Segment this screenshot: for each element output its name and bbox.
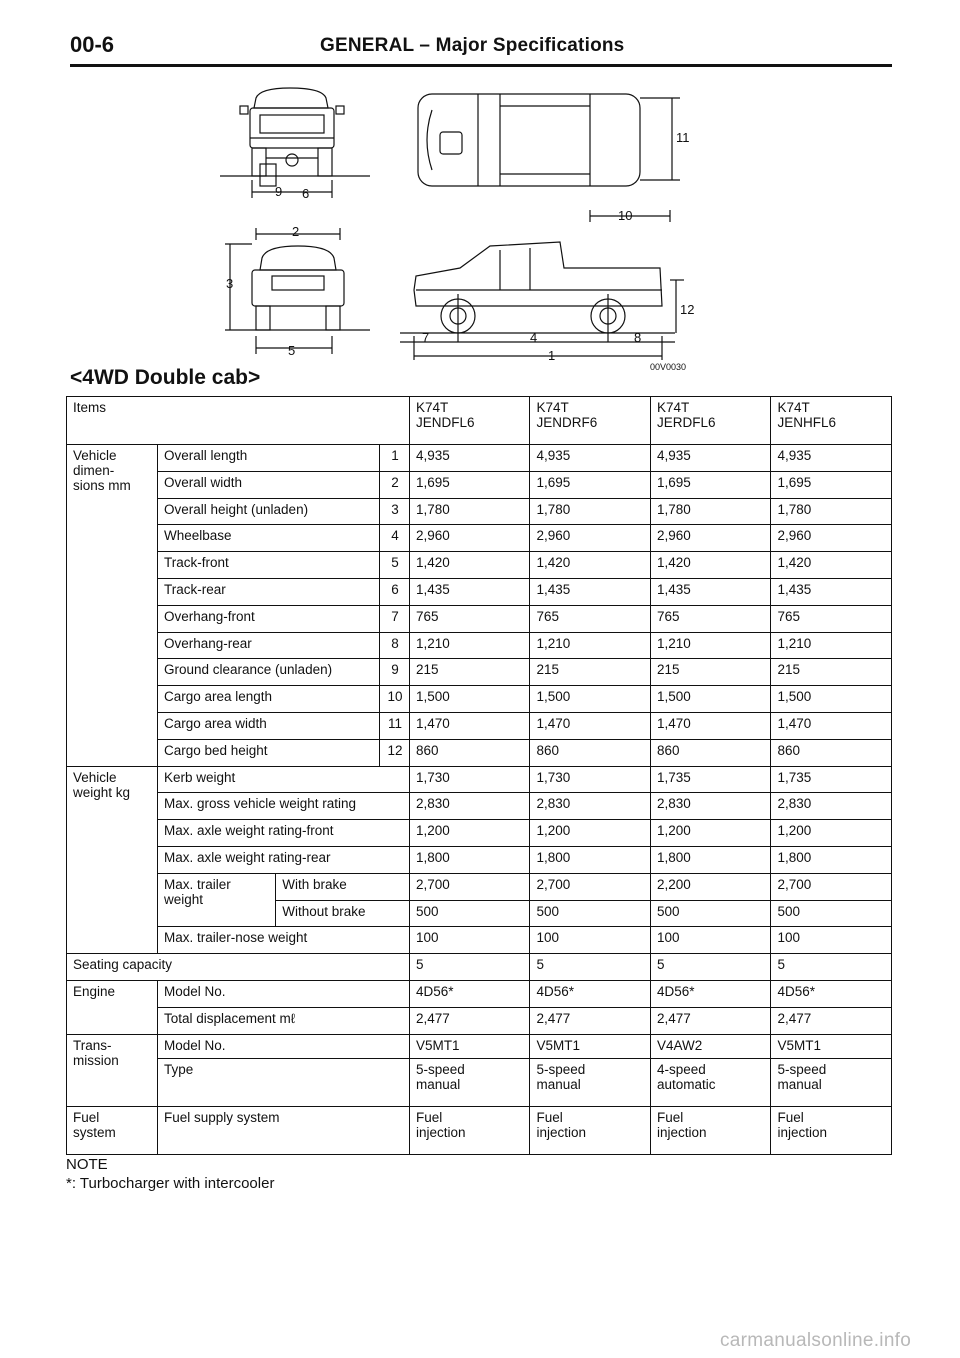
front-view-drawing — [225, 228, 370, 354]
cell-value: 1,780 — [771, 498, 892, 525]
cell-value: 2,960 — [771, 525, 892, 552]
table-row — [67, 793, 892, 820]
row-label: Overhang-front — [157, 605, 379, 632]
table-row — [67, 980, 892, 1007]
items-header: Items — [67, 397, 410, 445]
table-row — [67, 605, 892, 632]
side-view-drawing — [400, 210, 684, 360]
row-label: Ground clearance (unladen) — [157, 659, 379, 686]
cell-value: 765 — [771, 605, 892, 632]
row-label: Max. trailer-nose weight — [157, 927, 409, 954]
note-text: *: Turbocharger with intercooler — [66, 1175, 275, 1192]
model-header: K74T JERDFL6 — [651, 397, 771, 445]
cell-value: 1,470 — [651, 712, 771, 739]
cell-value: 1,420 — [771, 552, 892, 579]
row-label: Overall width — [157, 471, 379, 498]
cell-value: 1,695 — [771, 471, 892, 498]
cell-value: 2,830 — [651, 793, 771, 820]
row-label: Max. trailer weight — [157, 873, 275, 927]
dim-label-3: 3 — [226, 276, 234, 291]
cell-value: 1,695 — [530, 471, 651, 498]
model-header: K74T JENHFL6 — [771, 397, 892, 445]
table-row — [67, 846, 892, 873]
cell-value: 4,935 — [771, 445, 892, 472]
cell-value: 1,210 — [651, 632, 771, 659]
row-label: Type — [157, 1058, 409, 1106]
row-label: Overall height (unladen) — [157, 498, 379, 525]
group-label: Engine — [67, 980, 158, 1034]
cell-value: 4D56* — [530, 980, 651, 1007]
cell-value: 1,470 — [771, 712, 892, 739]
table-row — [67, 552, 892, 579]
dim-label-11: 11 — [676, 130, 690, 145]
table-row — [67, 712, 892, 739]
cell-value: 765 — [409, 605, 529, 632]
watermark: carmanualsonline.info — [720, 1330, 912, 1351]
row-label: Track-rear — [157, 578, 379, 605]
cell-value: V4AW2 — [651, 1034, 771, 1058]
cell-value: 2,477 — [530, 1007, 651, 1034]
cell-value: 100 — [771, 927, 892, 954]
cell-value: 765 — [651, 605, 771, 632]
cell-value: 4,935 — [651, 445, 771, 472]
group-label: Fuel system — [67, 1106, 158, 1154]
cell-value: 215 — [530, 659, 651, 686]
row-label: Fuel supply system — [157, 1106, 409, 1154]
cell-value: 2,960 — [409, 525, 529, 552]
cell-value: 100 — [530, 927, 651, 954]
cell-value: V5MT1 — [530, 1034, 651, 1058]
cell-value: 2,830 — [409, 793, 529, 820]
table-row — [67, 739, 892, 766]
cell-value: 4,935 — [530, 445, 651, 472]
cell-value: 860 — [771, 739, 892, 766]
dim-label-2: 2 — [292, 224, 300, 239]
page-title: GENERAL – Major Specifications — [320, 35, 625, 56]
table-row — [67, 1058, 892, 1106]
cell-value: 1,780 — [409, 498, 529, 525]
row-number: 4 — [380, 525, 410, 552]
table-row — [67, 873, 892, 900]
cell-value: 1,200 — [530, 820, 651, 847]
dim-label-12: 12 — [680, 302, 695, 317]
section-heading: <4WD Double cab> — [70, 366, 261, 389]
cell-value: 100 — [651, 927, 771, 954]
cell-value: 860 — [651, 739, 771, 766]
cell-value: 4D56* — [771, 980, 892, 1007]
vehicle-dimensions-diagram — [200, 80, 720, 372]
table-header-row — [67, 397, 892, 445]
cell-value: 5 — [530, 954, 651, 981]
page-header — [70, 30, 892, 67]
row-label: Model No. — [157, 980, 409, 1007]
row-number: 2 — [380, 471, 410, 498]
row-number: 6 — [380, 578, 410, 605]
top-view-drawing — [418, 94, 680, 186]
cell-value: 4,935 — [409, 445, 529, 472]
cell-value: 5-speed manual — [530, 1058, 651, 1106]
cell-value: Fuel injection — [651, 1106, 771, 1154]
row-number: 10 — [380, 686, 410, 713]
model-header: K74T JENDRF6 — [530, 397, 651, 445]
page-number: 00-6 — [70, 32, 115, 57]
specifications-table — [66, 396, 892, 1155]
cell-value: 1,435 — [530, 578, 651, 605]
cell-value: 5 — [651, 954, 771, 981]
cell-value: 1,800 — [651, 846, 771, 873]
table-row — [67, 632, 892, 659]
table-row — [67, 525, 892, 552]
cell-value: 5 — [771, 954, 892, 981]
cell-value: 1,420 — [530, 552, 651, 579]
cell-value: 1,695 — [409, 471, 529, 498]
cell-value: 500 — [530, 900, 651, 927]
cell-value: Fuel injection — [530, 1106, 651, 1154]
table-row — [67, 1034, 892, 1058]
cell-value: 1,735 — [771, 766, 892, 793]
cell-value: 2,477 — [651, 1007, 771, 1034]
cell-value: 500 — [771, 900, 892, 927]
row-label: Seating capacity — [67, 954, 410, 981]
cell-value: 2,477 — [409, 1007, 529, 1034]
table-row — [67, 578, 892, 605]
dim-label-8: 8 — [634, 330, 642, 345]
cell-value: 1,435 — [651, 578, 771, 605]
cell-value: 5-speed manual — [409, 1058, 529, 1106]
cell-value: 860 — [530, 739, 651, 766]
row-number: 9 — [380, 659, 410, 686]
cell-value: 1,200 — [651, 820, 771, 847]
cell-value: 2,830 — [771, 793, 892, 820]
cell-value: 1,780 — [651, 498, 771, 525]
cell-value: V5MT1 — [771, 1034, 892, 1058]
row-number: 1 — [380, 445, 410, 472]
note-title: NOTE — [66, 1156, 108, 1173]
dim-label-5: 5 — [288, 343, 296, 358]
cell-value: 500 — [409, 900, 529, 927]
cell-value: 4D56* — [409, 980, 529, 1007]
cell-value: Fuel injection — [771, 1106, 892, 1154]
cell-value: 1,210 — [409, 632, 529, 659]
cell-value: 1,800 — [771, 846, 892, 873]
table-row — [67, 445, 892, 472]
dim-label-9: 9 — [275, 184, 283, 199]
row-label: Max. axle weight rating-front — [157, 820, 409, 847]
group-label: Vehicle weight kg — [67, 766, 158, 954]
table-row — [67, 927, 892, 954]
cell-value: 2,200 — [651, 873, 771, 900]
sub-row-label: Without brake — [276, 900, 410, 927]
cell-value: 1,695 — [651, 471, 771, 498]
row-label: Overall length — [157, 445, 379, 472]
cell-value: 1,200 — [409, 820, 529, 847]
row-label: Cargo bed height — [157, 739, 379, 766]
row-label: Wheelbase — [157, 525, 379, 552]
cell-value: 765 — [530, 605, 651, 632]
cell-value: 1,800 — [530, 846, 651, 873]
cell-value: 1,435 — [409, 578, 529, 605]
table-row — [67, 954, 892, 981]
cell-value: 1,730 — [409, 766, 529, 793]
row-number: 12 — [380, 739, 410, 766]
row-number: 7 — [380, 605, 410, 632]
row-number: 5 — [380, 552, 410, 579]
table-row — [67, 1007, 892, 1034]
table-row — [67, 766, 892, 793]
group-label: Trans- mission — [67, 1034, 158, 1106]
cell-value: 2,700 — [409, 873, 529, 900]
cell-value: 2,830 — [530, 793, 651, 820]
cell-value: Fuel injection — [409, 1106, 529, 1154]
cell-value: 1,420 — [409, 552, 529, 579]
cell-value: 1,200 — [771, 820, 892, 847]
cell-value: 5-speed manual — [771, 1058, 892, 1106]
table-row — [67, 820, 892, 847]
cell-value: 2,960 — [530, 525, 651, 552]
cell-value: 1,420 — [651, 552, 771, 579]
row-number: 8 — [380, 632, 410, 659]
cell-value: V5MT1 — [409, 1034, 529, 1058]
cell-value: 2,700 — [530, 873, 651, 900]
row-label: Kerb weight — [157, 766, 409, 793]
cell-value: 1,210 — [771, 632, 892, 659]
table-row — [67, 1106, 892, 1154]
row-label: Track-front — [157, 552, 379, 579]
row-number: 11 — [380, 712, 410, 739]
cell-value: 1,730 — [530, 766, 651, 793]
table-row — [67, 686, 892, 713]
cell-value: 100 — [409, 927, 529, 954]
cell-value: 1,500 — [651, 686, 771, 713]
cell-value: 1,500 — [771, 686, 892, 713]
row-label: Total displacement mℓ — [157, 1007, 409, 1034]
cell-value: 1,800 — [409, 846, 529, 873]
cell-value: 1,735 — [651, 766, 771, 793]
cell-value: 1,470 — [530, 712, 651, 739]
cell-value: 5 — [409, 954, 529, 981]
cell-value: 1,470 — [409, 712, 529, 739]
dim-label-7: 7 — [422, 330, 430, 345]
cell-value: 2,700 — [771, 873, 892, 900]
cell-value: 215 — [771, 659, 892, 686]
cell-value: 860 — [409, 739, 529, 766]
cell-value: 215 — [651, 659, 771, 686]
row-label: Max. axle weight rating-rear — [157, 846, 409, 873]
cell-value: 4-speed automatic — [651, 1058, 771, 1106]
cell-value: 2,477 — [771, 1007, 892, 1034]
row-number: 3 — [380, 498, 410, 525]
row-label: Model No. — [157, 1034, 409, 1058]
cell-value: 4D56* — [651, 980, 771, 1007]
row-label: Max. gross vehicle weight rating — [157, 793, 409, 820]
cell-value: 1,435 — [771, 578, 892, 605]
table-row — [67, 498, 892, 525]
dim-label-6: 6 — [302, 186, 310, 201]
cell-value: 1,500 — [530, 686, 651, 713]
cell-value: 215 — [409, 659, 529, 686]
row-label: Overhang-rear — [157, 632, 379, 659]
figure-code: 00V0030 — [650, 362, 687, 372]
model-header: K74T JENDFL6 — [409, 397, 529, 445]
cell-value: 1,780 — [530, 498, 651, 525]
cell-value: 1,500 — [409, 686, 529, 713]
table-row — [67, 471, 892, 498]
cell-value: 500 — [651, 900, 771, 927]
cell-value: 1,210 — [530, 632, 651, 659]
dim-label-4: 4 — [530, 330, 538, 345]
row-label: Cargo area width — [157, 712, 379, 739]
cell-value: 2,960 — [651, 525, 771, 552]
group-label: Vehicle dimen- sions mm — [67, 445, 158, 767]
dim-label-1: 1 — [548, 348, 556, 363]
sub-row-label: With brake — [276, 873, 410, 900]
note — [66, 1155, 274, 1193]
row-label: Cargo area length — [157, 686, 379, 713]
dim-label-10: 10 — [618, 208, 633, 223]
table-row — [67, 659, 892, 686]
rear-view-drawing — [220, 88, 370, 198]
vehicle-views-illustration — [200, 80, 720, 372]
